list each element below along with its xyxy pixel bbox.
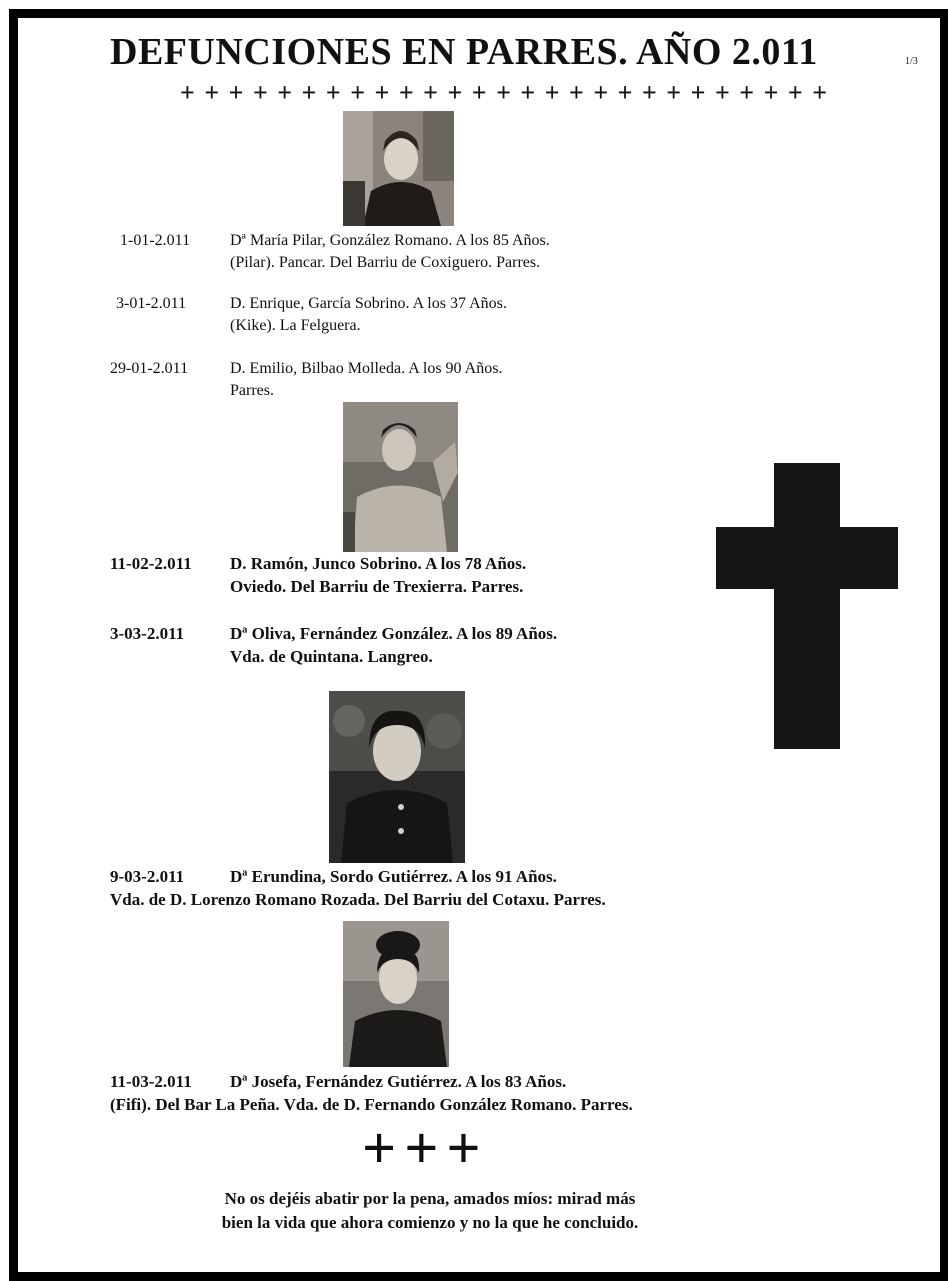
- quote-line: No os dejéis abatir por la pena, amados míos: mirad más: [224, 1189, 636, 1208]
- entry-detail-line: (Pilar). Pancar. Del Barriu de Coxiguero. Parres.: [230, 254, 541, 271]
- portrait-photo: [343, 921, 449, 1067]
- entry-name-line: Dª Josefa, Fernández Gutiérrez. A los 83 Años.: [230, 1072, 567, 1091]
- entry-name-line: D. Ramón, Junco Sobrino. A los 78 Años.: [230, 554, 527, 573]
- entry-name-line: Dª María Pilar, González Romano. A los 85 Años.: [230, 232, 550, 249]
- entry-date: 29-01-2.011: [110, 360, 189, 377]
- portrait-photo: [329, 691, 465, 863]
- entry-detail-line: Vda. de Quintana. Langreo.: [230, 647, 433, 666]
- entry-name-line: D. Enrique, García Sobrino. A los 37 Años.: [230, 295, 507, 312]
- plus-divider: + + + + + + + + + + + + + + + + + + + + + + + + + + +: [180, 78, 829, 107]
- entry-date: 3-03-2.011: [110, 624, 185, 643]
- entry-date: 11-02-2.011: [110, 554, 192, 573]
- triple-cross: +++: [362, 1115, 489, 1181]
- entry-date: 11-03-2.011: [110, 1072, 192, 1091]
- entry-detail-line: (Fifi). Del Bar La Peña. Vda. de D. Fernando González Romano. Parres.: [110, 1095, 633, 1114]
- portrait-photo: [343, 111, 454, 226]
- page-number: 1/3: [905, 56, 918, 67]
- page-title: DEFUNCIONES EN PARRES. AÑO 2.011: [110, 31, 818, 73]
- portrait-photo: [343, 402, 458, 552]
- entry-date: 9-03-2.011: [110, 867, 185, 886]
- memorial-quote: [160, 1187, 700, 1235]
- entry-name-line: Dª Oliva, Fernández González. A los 89 Años.: [230, 624, 558, 643]
- entry-detail-line: Oviedo. Del Barriu de Trexierra. Parres.: [230, 577, 524, 596]
- entry-date: 3-01-2.011: [116, 295, 187, 312]
- entry-detail-line: Parres.: [230, 382, 274, 399]
- entry-date: 1-01-2.011: [120, 232, 191, 249]
- entry-name-line: Dª Erundina, Sordo Gutiérrez. A los 91 Años.: [230, 867, 557, 886]
- cross-icon: [716, 463, 898, 749]
- entry-detail-line: Vda. de D. Lorenzo Romano Rozada. Del Barriu del Cotaxu. Parres.: [110, 890, 606, 909]
- quote-line: bien la vida que ahora comienzo y no la que he concluido.: [221, 1213, 639, 1232]
- entry-detail-line: (Kike). La Felguera.: [230, 317, 361, 334]
- entry-name-line: D. Emilio, Bilbao Molleda. A los 90 Años.: [230, 360, 503, 377]
